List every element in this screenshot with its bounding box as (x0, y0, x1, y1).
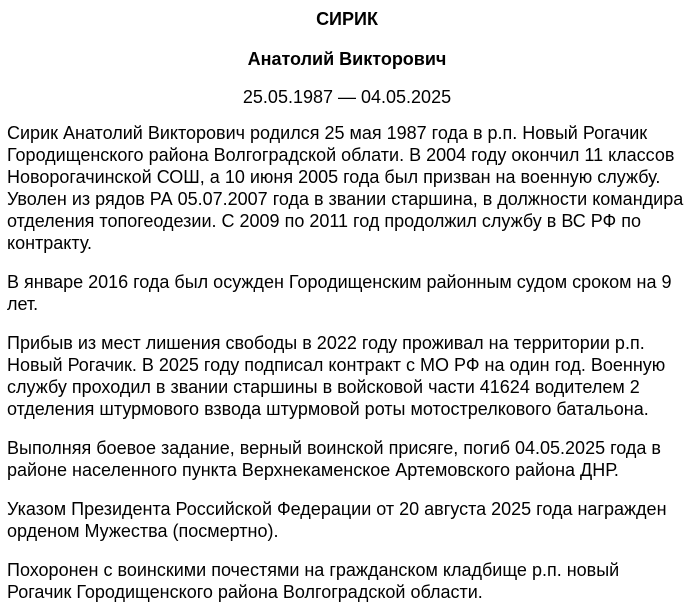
paragraph-contract-service: Прибыв из мест лишения свободы в 2022 году проживал на территории р.п. Новый Рогачик. В 2025 году подписал контракт с МО РФ на один год. Военную службу проходил в звании старшины в войсковой части 41624 водителем 2 отделения штурмового взвода штурмовой роты мотострелкового батальона. (7, 333, 666, 419)
memorial-document (0, 8, 693, 603)
life-dates: 25.05.1987 — 04.05.2025 (242, 87, 452, 107)
paragraph-death: Выполняя боевое задание, верный воинской присяге, погиб 04.05.2025 года в районе населенного пункта Верхнекаменское Артемовского района ДНР. (7, 438, 661, 480)
surname-heading: СИРИК (316, 9, 378, 29)
paragraph-conviction: В январе 2016 года был осужден Городищенским районным судом сроком на 9 лет. (7, 272, 672, 314)
paragraph-award: Указом Президента Российской Федерации от 20 августа 2025 года награжден орденом Мужества (посмертно). (7, 499, 667, 541)
paragraph-biography: Сирик Анатолий Викторович родился 25 мая 1987 года в р.п. Новый Рогачик Городищенского района Волгоградской облати. В 2004 году окончил 11 классов Новорогачинской СОШ, а 10 июня 2005 года был призван на военную службу. Уволен из рядов РА 05.07.2007 года в звании старшина, в должности командира отделения топогеодезии. С 2009 по 2011 год продолжил службу в ВС РФ по контракту. (7, 123, 684, 253)
paragraph-burial: Похоронен с воинскими почестями на гражданском кладбище р.п. новый Рогачик Городищенского района Волгоградской области. (7, 560, 620, 602)
given-names-heading: Анатолий Викторович (247, 49, 447, 69)
